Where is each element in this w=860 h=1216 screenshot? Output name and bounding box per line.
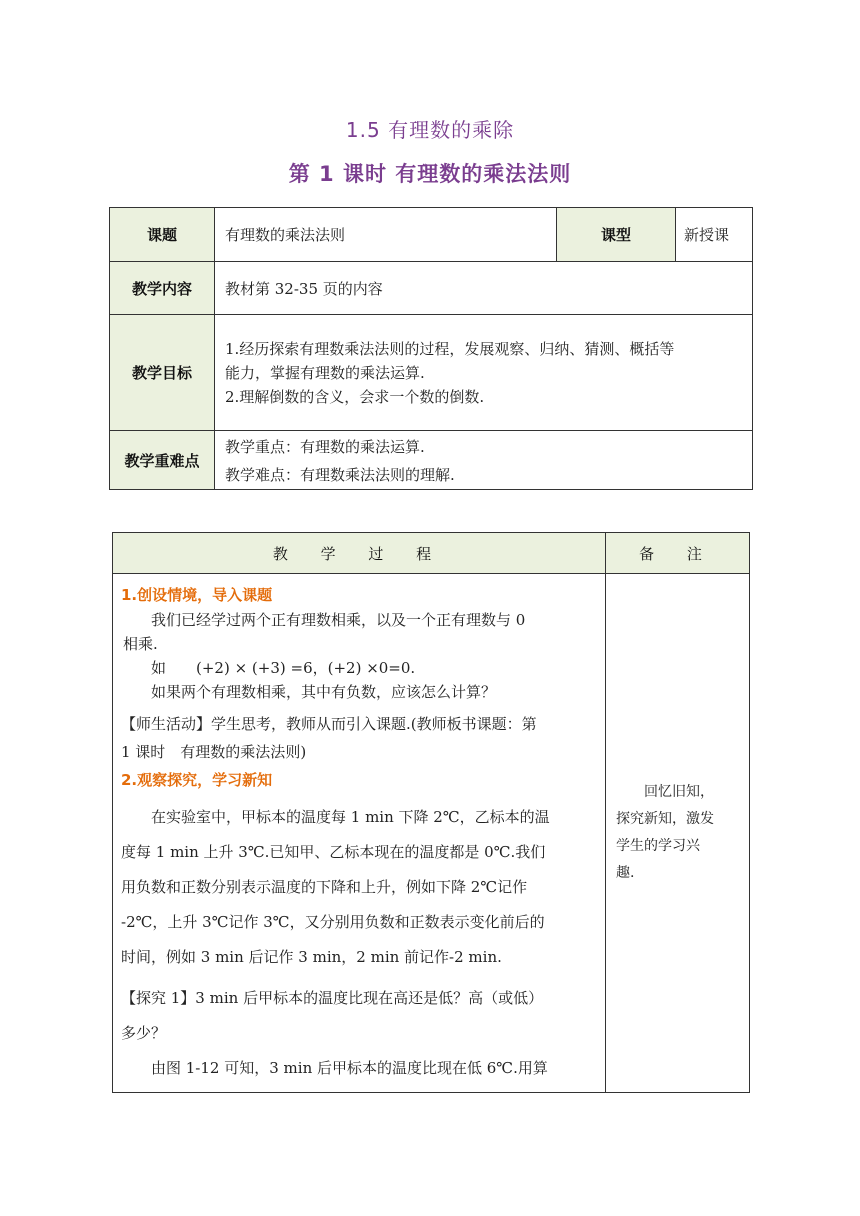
text-line: 用负数和正数分别表示温度的下降和上升，例如下降 2℃记作 (121, 878, 528, 896)
text-line: 度每 1 min 上升 3℃.已知甲、乙标本现在的温度都是 0℃.我们 (121, 843, 546, 861)
teaching-process-table (112, 532, 750, 1093)
difficulty-text (215, 431, 753, 490)
paragraph: 如 (+2) × (+3) =6，(+2) ×0=0. (151, 659, 416, 677)
text-line: -2℃，上升 3℃记作 3℃，又分别用负数和正数表示变化前后的 (121, 913, 545, 931)
note-line: 探究新知，激发 (616, 811, 714, 827)
process-content (113, 574, 606, 1093)
lesson-info-table (109, 207, 753, 490)
paragraph: 1 课时 有理数的乘法法则) (121, 743, 307, 761)
content-label: 教学内容 (110, 262, 215, 315)
text-line: 【探究 1】3 min 后甲标本的温度比现在高还是低？高（或低） (121, 989, 544, 1007)
notes-content (606, 574, 750, 1093)
text-line: 时间，例如 3 min 后记作 3 min，2 min 前记作-2 min. (121, 948, 502, 966)
text-line: 在实验室中，甲标本的温度每 1 min 下降 2℃，乙标本的温 (151, 808, 550, 826)
goal-line: 2.理解倒数的含义，会求一个数的倒数. (225, 387, 485, 406)
difficulty-label: 教学重难点 (110, 431, 215, 490)
section-heading: 2.观察探究，学习新知 (121, 771, 273, 789)
content-value: 教材第 32-35 页的内容 (215, 262, 753, 315)
process-header: 教 学 过 程 (113, 533, 606, 574)
goal-line: 1.经历探索有理数乘法法则的过程，发展观察、归纳、猜测、概括等 (225, 339, 675, 358)
paragraph (121, 800, 597, 975)
paragraph: 【师生活动】学生思考，教师从而引入课题.(教师板书课题：第 (121, 715, 537, 733)
note-line: 学生的学习兴 (616, 838, 700, 854)
paragraph: 如果两个有理数相乘，其中有负数，应该怎么计算？ (151, 683, 497, 701)
note-line: 回忆旧知， (644, 784, 714, 800)
section-heading: 1.创设情境，导入课题 (121, 586, 273, 604)
text-line: 多少？ (121, 1024, 167, 1042)
text-line: 由图 1-12 可知，3 min 后甲标本的温度比现在低 6℃.用算 (151, 1059, 548, 1077)
type-label: 课型 (557, 208, 676, 262)
type-value: 新授课 (676, 208, 753, 262)
paragraph: 我们已经学过两个正有理数相乘，以及一个正有理数与 0 (151, 611, 526, 629)
difficult-point: 教学难点：有理数乘法法则的理解. (225, 466, 455, 484)
goals-text (215, 315, 753, 431)
notes-header: 备 注 (606, 533, 750, 574)
goals-label: 教学目标 (110, 315, 215, 431)
note-line: 趣. (616, 865, 635, 881)
goal-line: 能力，掌握有理数的乘法运算. (225, 363, 425, 382)
lesson-subtitle: 第 1 课时 有理数的乘法法则 (288, 162, 572, 186)
key-point: 教学重点：有理数的乘法运算. (225, 438, 425, 456)
topic-label: 课题 (110, 208, 215, 262)
paragraph: 相乘. (123, 635, 158, 653)
topic-value: 有理数的乘法法则 (215, 208, 557, 262)
lesson-title: 1.5 有理数的乘除 (345, 118, 515, 142)
